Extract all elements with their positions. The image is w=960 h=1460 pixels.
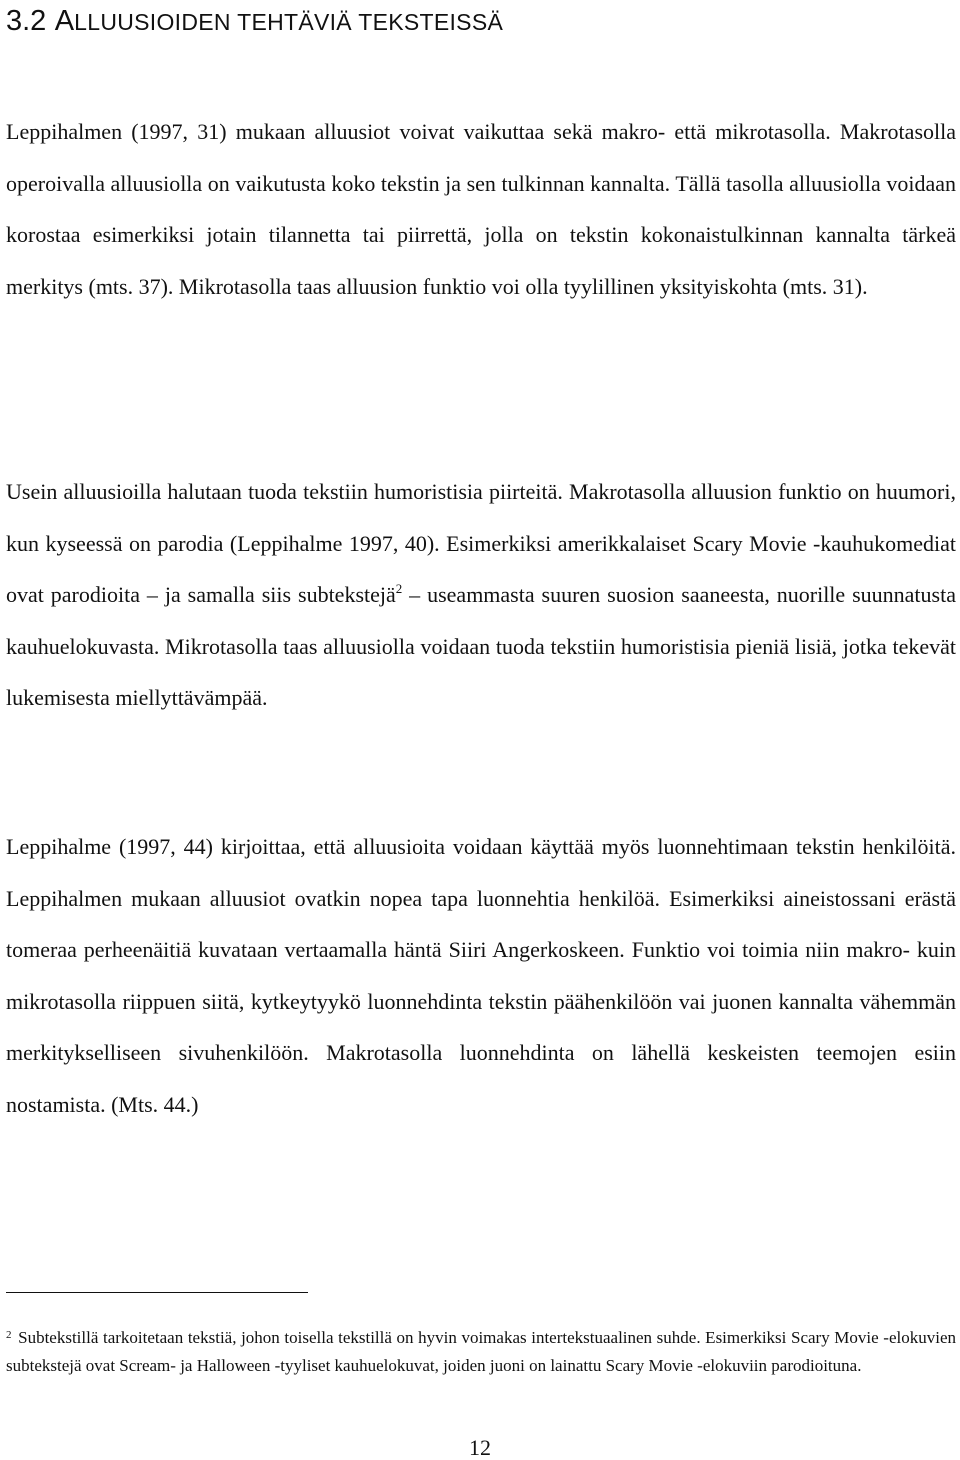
paragraph-2-text-after-ref: – useammasta suuren suosion saaneesta, nuorille suunnatusta kauhuelokuvasta. Mikrotasolla taas alluusiolla voidaan tuoda tekstiin humoristisia pieniä lisiä, jotka tekevät lukemisesta miellyttävämpää.: [6, 582, 956, 710]
section-title-initial: A: [54, 5, 75, 37]
paragraph-2: [6, 466, 956, 724]
paragraph-2-text-before-ref: Usein alluusioilla halutaan tuoda tekstiin humoristisia piirteitä. Makrotasolla alluusion funktio on huumori, kun kyseessä on parodia (Leppihalme 1997, 40). Esimerkiksi amerikkalaiset Scary Movie -kauhukomediat ovat parodioita – ja samalla siis subtekstejä: [6, 479, 956, 607]
footnote-divider: [6, 1292, 308, 1293]
section-heading: [6, 4, 503, 39]
footnote-text: Subtekstillä tarkoitetaan tekstiä, johon toisella tekstillä on hyvin voimakas intertekstuaalinen suhde. Esimerkiksi Scary Movie -elokuvien subtekstejä ovat Scream- ja Halloween -tyyliset kauhuelokuvat, joiden juoni on lainattu Scary Movie -elokuviin parodioituna.: [6, 1328, 956, 1375]
page-number: 12: [469, 1435, 491, 1460]
section-number: 3.2: [6, 5, 47, 37]
paragraph-1: Leppihalmen (1997, 31) mukaan alluusiot voivat vaikuttaa sekä makro- että mikrotasolla. Makrotasolla operoivalla alluusiolla on vaikutusta koko tekstin ja sen tulkinnan kannalta. Tällä tasolla alluusiolla voidaan korostaa esimerkiksi jotain tilannetta tai piirrettä, jolla on tekstin kokonaistulkinnan kannalta tärkeä merkitys (mts. 37). Mikrotasolla taas alluusion funktio voi olla tyylillinen yksityiskohta (mts. 31).: [6, 119, 956, 299]
footnote-marker: 2: [6, 1329, 12, 1341]
footnote-reference[interactable]: 2: [395, 581, 403, 596]
footnote: [6, 1324, 956, 1380]
paragraph-3: Leppihalme (1997, 44) kirjoittaa, että alluusioita voidaan käyttää myös luonnehtimaan tekstin henkilöitä. Leppihalmen mukaan alluusiot ovatkin nopea tapa luonnehtia henkilöä. Esimerkiksi aineistossani erästä tomeraa perheenäitiä kuvataan vertaamalla häntä Siiri Angerkoskeen. Funktio voi toimia niin makro- kuin mikrotasolla riippuen siitä, kytkeytyykö luonnehdinta tekstin päähenkilöön vai juonen kannalta vähemmän merkitykselliseen sivuhenkilöön. Makrotasolla luonnehdinta on lähellä keskeisten teemojen esiin nostamista. (Mts. 44.): [6, 834, 956, 1117]
section-title-rest: LLUUSIOIDEN TEHTÄVIÄ TEKSTEISSÄ: [74, 9, 504, 35]
